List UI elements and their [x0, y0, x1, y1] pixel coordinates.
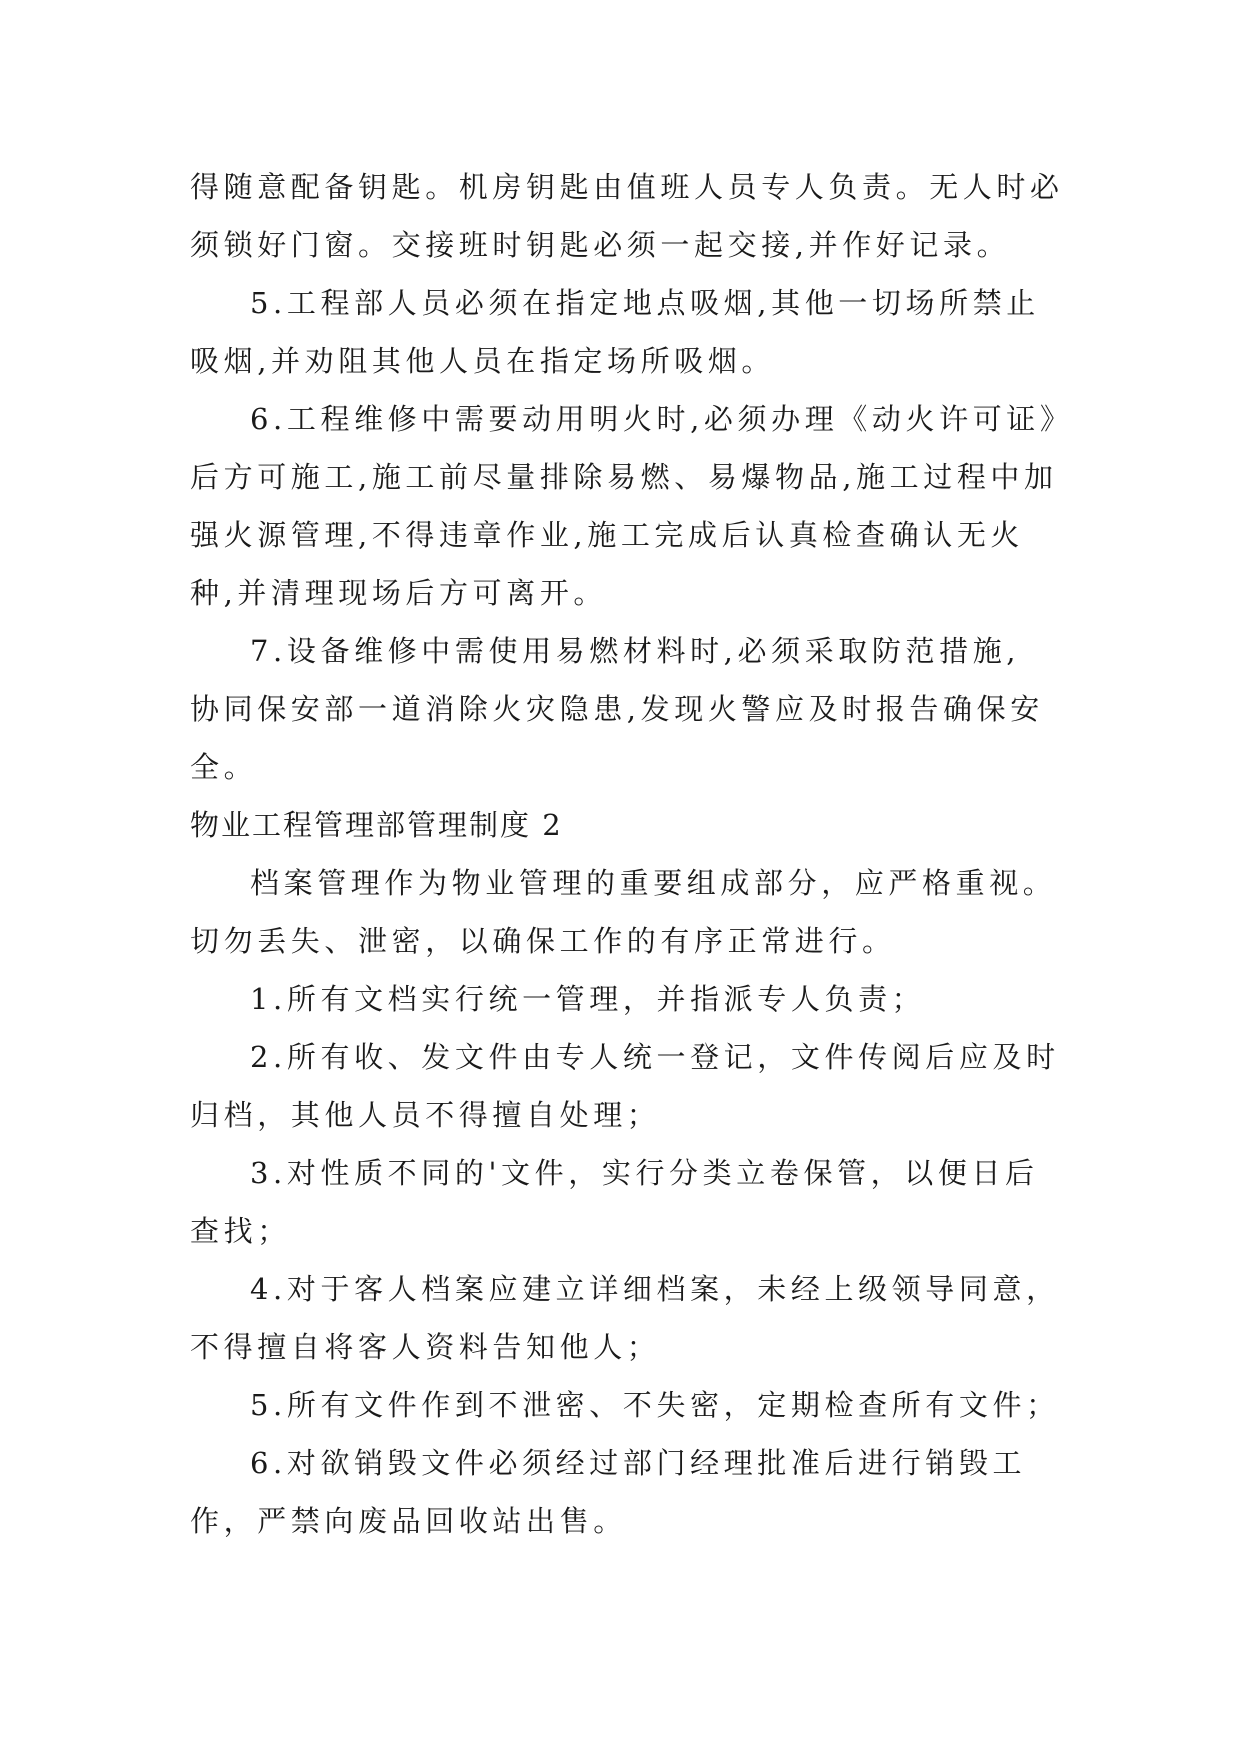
text-line: 得随意配备钥匙。机房钥匙由值班人员专人负责。无人时必	[190, 170, 1064, 204]
text-line: 切勿丢失、泄密，以确保工作的有序正常进行。	[190, 924, 896, 958]
text-line: 须锁好门窗。交接班时钥匙必须一起交接,并作好记录。	[190, 228, 1011, 262]
text-line: 种,并清理现场后方可离开。	[190, 576, 608, 610]
text-line: 7.设备维修中需使用易燃材料时,必须采取防范措施,	[250, 634, 1021, 668]
text-line: 2.所有收、发文件由专人统一登记，文件传阅后应及时	[250, 1040, 1060, 1074]
text-line: 查找；	[190, 1214, 291, 1248]
text-line: 归档，其他人员不得擅自处理；	[190, 1098, 661, 1132]
text-line: 后方可施工,施工前尽量排除易燃、易爆物品,施工过程中加	[190, 460, 1058, 494]
text-line: 6.对欲销毁文件必须经过部门经理批准后进行销毁工	[250, 1446, 1027, 1480]
text-line: 5.所有文件作到不泄密、不失密，定期检查所有文件；	[250, 1388, 1060, 1422]
text-line: 4.对于客人档案应建立详细档案，未经上级领导同意，	[250, 1272, 1060, 1306]
text-line: 1.所有文档实行统一管理，并指派专人负责；	[250, 982, 926, 1016]
section-heading: 物业工程管理部管理制度 2	[190, 808, 563, 842]
text-line: 档案管理作为物业管理的重要组成部分，应严格重视。	[250, 866, 1057, 900]
text-line: 不得擅自将客人资料告知他人；	[190, 1330, 661, 1364]
text-line: 6.工程维修中需要动用明火时,必须办理《动火许可证》	[250, 402, 1074, 436]
text-line: 5.工程部人员必须在指定地点吸烟,其他一切场所禁止	[250, 286, 1040, 320]
text-line: 协同保安部一道消除火灾隐患,发现火警应及时报告确保安	[190, 692, 1044, 726]
text-line: 全。	[190, 750, 258, 784]
text-line: 3.对性质不同的'文件，实行分类立卷保管，以便日后	[250, 1156, 1039, 1190]
document-body	[190, 158, 1074, 1550]
text-line: 作，严禁向废品回收站出售。	[190, 1504, 627, 1538]
text-line: 吸烟,并劝阻其他人员在指定场所吸烟。	[190, 344, 776, 378]
text-line: 强火源管理,不得违章作业,施工完成后认真检查确认无火	[190, 518, 1025, 552]
